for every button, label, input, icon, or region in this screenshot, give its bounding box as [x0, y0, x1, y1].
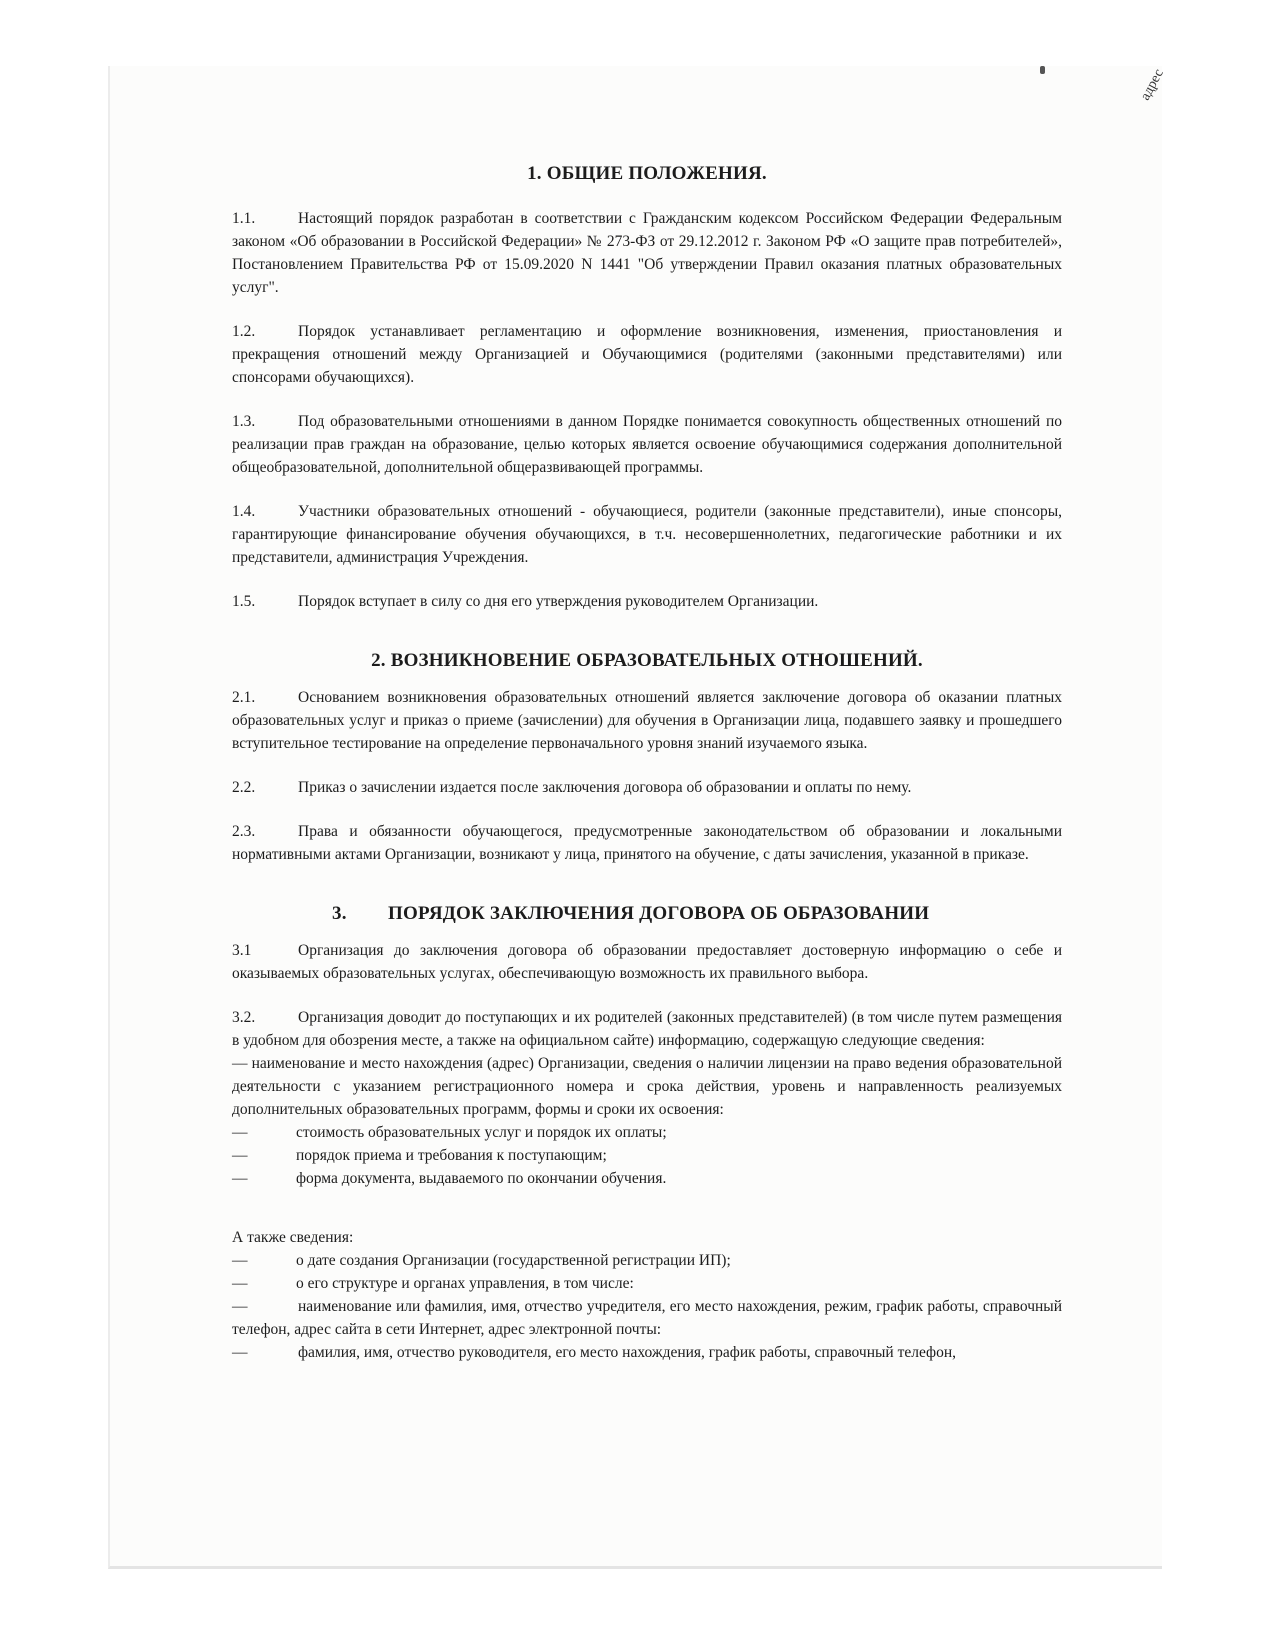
list-item	[232, 1167, 1062, 1190]
list-item-text: форма документа, выдаваемого по окончании обучения.	[296, 1170, 667, 1187]
dash-marker: —	[232, 1170, 248, 1187]
clause-number: 1.2.	[232, 323, 256, 340]
section-3-title	[232, 902, 1062, 925]
clause-number: 2.3.	[232, 823, 256, 840]
clause-3-2	[232, 1006, 1062, 1052]
list-item	[232, 1249, 1062, 1272]
clause-1-1	[232, 207, 1062, 299]
clause-3-1	[232, 939, 1062, 985]
clause-1-5	[232, 590, 1062, 613]
section-2-title: 2. ВОЗНИКНОВЕНИЕ ОБРАЗОВАТЕЛЬНЫХ ОТНОШЕНИЙ.	[371, 650, 923, 671]
clause-text: Приказ о зачислении издается после заключения договора об образовании и оплаты по нему.	[298, 779, 912, 796]
list-item-wrapped	[232, 1295, 1062, 1341]
clause-text: Настоящий порядок разработан в соответствии с Гражданским кодексом Российском Федерации Федеральным законом «Об образовании в Российской Федерации» № 273-ФЗ от 29.12.2012 г. Законом РФ «О защите прав потребителей», Постановлением Правительства РФ от 15.09.2020 N 1441 "Об утверждении Правил оказания платных образовательных услуг".	[232, 210, 1062, 296]
clause-text: Порядок вступает в силу со дня его утверждения руководителем Организации.	[298, 593, 819, 610]
clause-text: Организация доводит до поступающих и их родителей (законных представителей) (в том числе путем размещения в удобном для обозрения месте, а также на официальном сайте) информацию, содержащую следующие сведения:	[232, 1009, 1062, 1049]
list-item	[232, 1272, 1062, 1295]
dash-marker: —	[232, 1298, 248, 1315]
clause-text: Права и обязанности обучающегося, предусмотренные законодательством об образовании и локальными нормативными актами Организации, возникают у лица, принятого на обучение, с даты зачисления, указанной в приказе.	[232, 823, 1062, 863]
clause-1-2	[232, 320, 1062, 389]
clause-number: 1.1.	[232, 210, 256, 227]
dash-marker: —	[232, 1275, 248, 1292]
dash-marker: —	[232, 1147, 248, 1164]
list-item-text: о дате создания Организации (государственной регистрации ИП);	[296, 1252, 731, 1269]
section-3-number: 3.	[332, 903, 347, 924]
section-1-title: 1. ОБЩИЕ ПОЛОЖЕНИЯ.	[527, 163, 767, 184]
dash-marker: —	[232, 1252, 248, 1269]
list-item-text: порядок приема и требования к поступающим;	[296, 1147, 607, 1164]
clause-2-1	[232, 686, 1062, 755]
clause-1-3	[232, 410, 1062, 479]
clause-number: 1.5.	[232, 593, 256, 610]
clause-2-3	[232, 820, 1062, 866]
dash-marker: —	[232, 1344, 248, 1361]
clause-text: Основанием возникновения образовательных отношений является заключение договора об оказании платных образовательных услуг и приказ о приеме (зачислении) для обучения в Организации лица, подавшего заявку и прошедшего вступительное тестирование на определение первоначального уровня знаний изучаемого языка.	[232, 689, 1062, 752]
dash-marker: —	[232, 1124, 248, 1141]
clause-1-4	[232, 500, 1062, 569]
clause-number: 1.3.	[232, 413, 256, 430]
clause-number: 3.2.	[232, 1009, 256, 1026]
clause-text: Участники образовательных отношений - обучающиеся, родители (законные представители), иные спонсоры, гарантирующие финансирование обучения обучающихся, в т.ч. несовершеннолетних, педагогические работники и их представители, администрация Учреждения.	[232, 503, 1062, 566]
clause-number: 3.1	[232, 942, 252, 959]
clause-text: Порядок устанавливает регламентацию и оформление возникновения, изменения, приостановления и прекращения отношений между Организацией и Обучающимися (родителями (законными представителями) или спонсорами обучающихся).	[232, 323, 1062, 386]
clause-number: 1.4.	[232, 503, 256, 520]
list-item-wrapped	[232, 1341, 1062, 1364]
list-item-text: стоимость образовательных услуг и порядок их оплаты;	[296, 1124, 667, 1141]
also-info-label: А также сведения:	[232, 1229, 354, 1246]
info-item-organization: — наименование и место нахождения (адрес) Организации, сведения о наличии лицензии на право ведения образовательной деятельности с указанием регистрационного номера и срока действия, уровень и направленность реализуемых дополнительных образовательных программ, формы и сроки их освоения:	[232, 1055, 1062, 1118]
corner-handwritten-note: адрес	[1138, 66, 1167, 104]
list-item-text: фамилия, имя, отчество руководителя, его место нахождения, график работы, справочный телефон,	[298, 1344, 957, 1361]
scan-dot-mark	[1040, 66, 1045, 74]
clause-2-2	[232, 776, 1062, 799]
document-body	[232, 162, 1062, 1364]
clause-number: 2.2.	[232, 779, 256, 796]
list-item	[232, 1121, 1062, 1144]
clause-text: Под образовательными отношениями в данном Порядке понимается совокупность общественных отношений по реализации прав граждан на образование, целью которых является освоение обучающимися содержания дополнительной общеобразовательной, дополнительной общеразвивающей программы.	[232, 413, 1062, 476]
list-item-text: о его структуре и органах управления, в том числе:	[296, 1275, 634, 1292]
section-3-heading: ПОРЯДОК ЗАКЛЮЧЕНИЯ ДОГОВОРА ОБ ОБРАЗОВАНИИ	[388, 903, 930, 924]
list-item	[232, 1144, 1062, 1167]
list-item-text: наименование или фамилия, имя, отчество учредителя, его место нахождения, режим, график работы, справочный телефон, адрес сайта в сети Интернет, адрес электронной почты:	[232, 1298, 1062, 1338]
clause-text: Организация до заключения договора об образовании предоставляет достоверную информацию о себе и оказываемых образовательных услугах, обеспечивающую возможность их правильного выбора.	[232, 942, 1062, 982]
clause-number: 2.1.	[232, 689, 256, 706]
